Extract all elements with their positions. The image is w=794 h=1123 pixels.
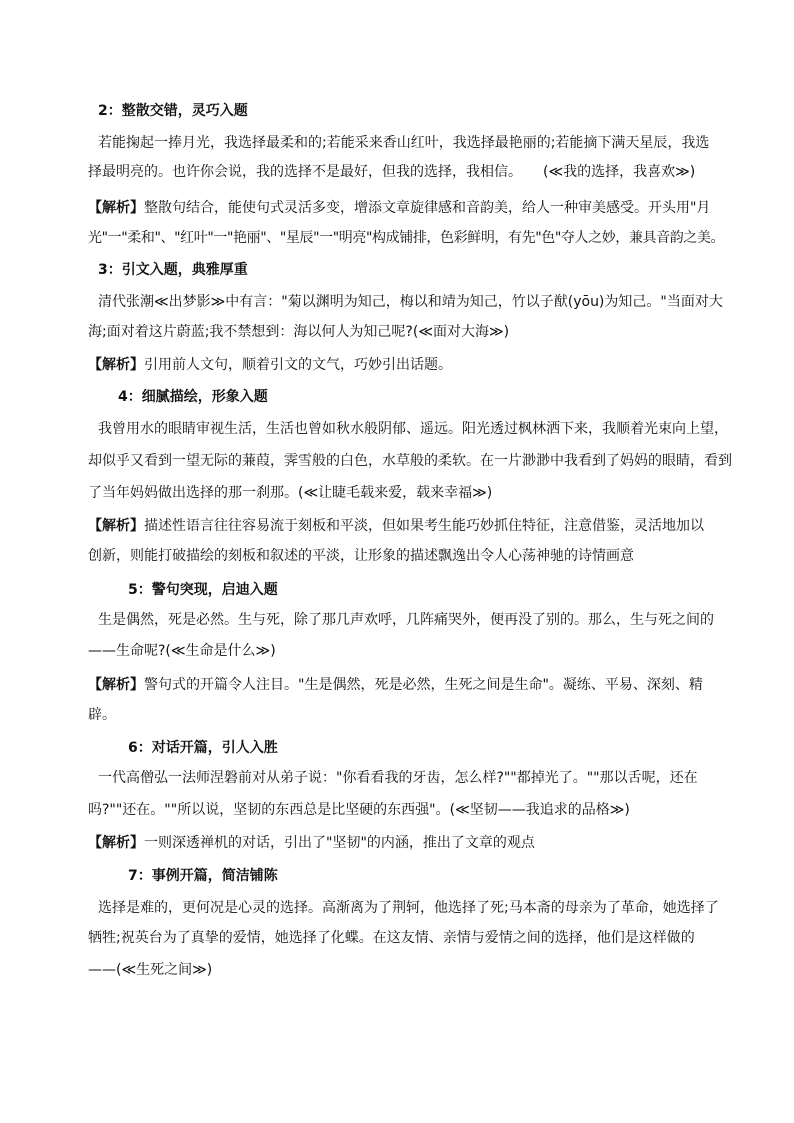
section-heading: 3：引文入题，典雅厚重 — [98, 262, 248, 278]
analysis-paragraph — [88, 834, 728, 852]
analysis-text: 一则深透禅机的对话，引出了"坚韧"的内涵，推出了文章的观点 — [144, 835, 535, 851]
analysis-paragraph — [88, 517, 728, 535]
example-text-line: 我曾用水的眼睛审视生活，生活也曾如秋水般阴郁、遥远。阳光透过枫林洒下来，我顺着光束向上望， — [98, 421, 728, 437]
example-text-line: 择最明亮的。也许你会说，我的选择不是最好，但我的选择，我相信。 (≪我的选择，我喜欢≫) — [88, 164, 696, 180]
example-text-line: 吗?""还在。""所以说，坚韧的东西总是比坚硬的东西强"。(≪坚韧——我追求的品格≫) — [88, 802, 630, 818]
analysis-label: 【解析】 — [88, 677, 144, 693]
analysis-text-line: 辟。 — [88, 707, 116, 723]
analysis-paragraph — [88, 676, 728, 694]
example-text-line: ——生命呢?(≪生命是什么≫) — [88, 643, 276, 659]
analysis-text: 引用前人文句，顺着引文的文气，巧妙引出话题。 — [144, 357, 452, 373]
analysis-text: 描述性语言往往容易流于刻板和平淡，但如果考生能巧妙抓住特征，注意借鉴，灵活地加以 — [144, 518, 704, 534]
example-text-line: 选择是难的，更何况是心灵的选择。高渐离为了荆轲，他选择了死;马本斋的母亲为了革命，她选择了 — [98, 900, 719, 916]
analysis-label: 【解析】 — [88, 200, 144, 216]
analysis-paragraph — [88, 356, 728, 374]
analysis-label: 【解析】 — [88, 518, 144, 534]
section-heading: 4：细腻描绘，形象入题 — [118, 389, 268, 405]
analysis-text-line: 光"一"柔和"、"红叶"一"艳丽"、"星辰"一"明亮"构成铺排，色彩鲜明，有先"色"夺人之妙，兼具音韵之美。 — [88, 230, 725, 246]
analysis-paragraph — [88, 199, 728, 217]
analysis-label: 【解析】 — [88, 357, 144, 373]
section-heading: 5：警句突现，启迪入题 — [128, 582, 278, 598]
example-text-line: 却似乎又看到一望无际的蒹葭，霁雪般的白色，水草般的柔软。在一片渺渺中我看到了妈妈的眼睛，看到 — [88, 453, 732, 469]
analysis-text: 整散句结合，能使句式灵活多变，增添文章旋律感和音韵美，给人一种审美感受。开头用"月 — [144, 200, 711, 216]
example-text-line: 若能掬起一捧月光，我选择最柔和的;若能采来香山红叶，我选择最艳丽的;若能摘下满天星辰，我选 — [98, 135, 710, 151]
section-heading: 7：事例开篇，简洁铺陈 — [128, 868, 278, 884]
example-text-line: 牺牲;祝英台为了真挚的爱情，她选择了化蝶。在这友情、亲情与爱情之间的选择，他们是这样做的 — [88, 930, 695, 946]
section-heading: 6：对话开篇，引人入胜 — [128, 740, 278, 756]
example-text-line: 了当年妈妈做出选择的那一刹那。(≪让睫毛载来爱，载来幸福≫) — [88, 485, 493, 501]
example-text-line: 清代张潮≪出梦影≫中有言："菊以渊明为知己，梅以和靖为知己，竹以子猷(yōu)为知己。"当面对大 — [98, 294, 723, 310]
section-heading: 2：整散交错，灵巧入题 — [98, 103, 248, 119]
analysis-label: 【解析】 — [88, 835, 144, 851]
example-text-line: 一代高僧弘一法师涅磐前对从弟子说："你看看我的牙齿，怎么样?""都掉光了。""那以舌呢，还在 — [98, 770, 698, 786]
analysis-text-line: 创新，则能打破描绘的刻板和叙述的平淡，让形象的描述飘逸出令人心荡神驰的诗情画意 — [88, 548, 634, 564]
example-text-line: 海;面对着这片蔚蓝;我不禁想到：海以何人为知己呢?(≪面对大海≫) — [88, 324, 510, 340]
example-text-line: ——(≪生死之间≫) — [88, 962, 213, 978]
analysis-text: 警句式的开篇令人注目。"生是偶然，死是必然，生死之间是生命"。凝练、平易、深刻、精 — [144, 677, 703, 693]
example-text-line: 生是偶然，死是必然。生与死，除了那几声欢呼，几阵痛哭外，便再没了别的。那么，生与死之间的 — [98, 612, 714, 628]
